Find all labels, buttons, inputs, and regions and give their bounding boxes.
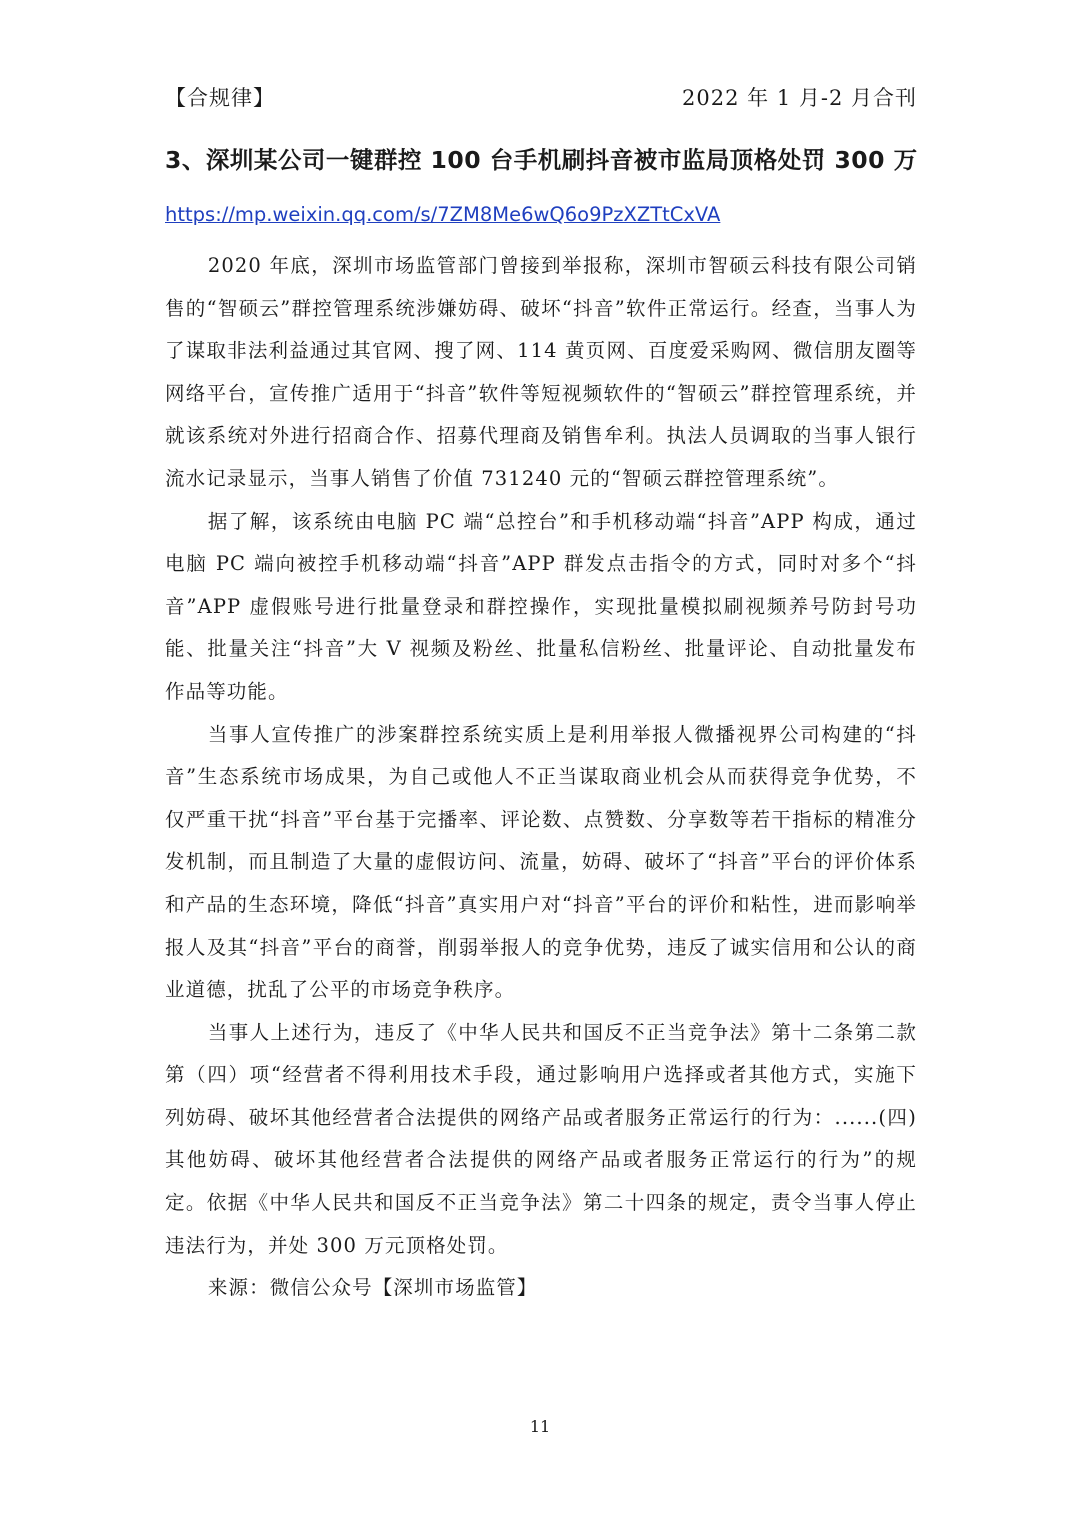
header-issue-date: 2022 年 1 月-2 月合刊 xyxy=(682,86,917,110)
body-paragraph: 2020 年底，深圳市场监管部门曾接到举报称，深圳市智硕云科技有限公司销售的“智硕云”群控管理系统涉嫌妨碍、破坏“抖音”软件正常运行。经查，当事人为了谋取非法利益通过其官网、搜了网、114 黄页网、百度爱采购网、微信朋友圈等网络平台，宣传推广适用于“抖音”软件等短视频软件的“智硕云”群控管理系统，并就该系统对外进行招商合作、招募代理商及销售牟利。执法人员调取的当事人银行流水记录显示，当事人销售了价值 731240 元的“智硕云群控管理系统”。 xyxy=(165,254,917,490)
body-paragraph: 当事人宣传推广的涉案群控系统实质上是利用举报人微播视界公司构建的“抖音”生态系统市场成果，为自己或他人不正当谋取商业机会从而获得竞争优势，不仅严重干扰“抖音”平台基于完播率、评论数、点赞数、分享数等若干指标的精准分发机制，而且制造了大量的虚假访问、流量，妨碍、破坏了“抖音”平台的评价体系和产品的生态环境，降低“抖音”真实用户对“抖音”平台的评价和粘性，进而影响举报人及其“抖音”平台的商誉，削弱举报人的竞争优势，违反了诚实信用和公认的商业道德，扰乱了公平的市场竞争秩序。 xyxy=(165,722,917,1002)
article-source-link[interactable]: https://mp.weixin.qq.com/s/7ZM8Me6wQ6o9PzXZTtCxVA xyxy=(165,203,721,226)
body-paragraph: 当事人上述行为，违反了《中华人民共和国反不正当竞争法》第十二条第二款第（四）项“经营者不得利用技术手段，通过影响用户选择或者其他方式，实施下列妨碍、破坏其他经营者合法提供的网络产品或者服务正常运行的行为：......(四)其他妨碍、破坏其他经营者合法提供的网络产品或者服务正常运行的行为”的规定。依据《中华人民共和国反不正当竞争法》第二十四条的规定，责令当事人停止违法行为，并处 300 万元顶格处罚。 xyxy=(165,1020,917,1257)
page-number: 11 xyxy=(529,1417,551,1436)
article-source-note: 来源：微信公众号【深圳市场监管】 xyxy=(207,1276,538,1300)
page-header xyxy=(165,80,917,116)
article-title: 3、深圳某公司一键群控 100 台手机刷抖音被市监局顶格处罚 300 万 xyxy=(165,146,918,174)
body-paragraph: 据了解，该系统由电脑 PC 端“总控台”和手机移动端“抖音”APP 构成，通过电脑 PC 端向被控手机移动端“抖音”APP 群发点击指令的方式，同时对多个“抖音”APP 虚假账号进行批量登录和群控操作，实现批量模拟刷视频养号防封号功能、批量关注“抖音”大 V 视频及粉丝、批量私信粉丝、批量评论、自动批量发布作品等功能。 xyxy=(165,509,917,703)
article-body xyxy=(165,245,917,1310)
header-publication-name: 【合规律】 xyxy=(165,86,275,110)
